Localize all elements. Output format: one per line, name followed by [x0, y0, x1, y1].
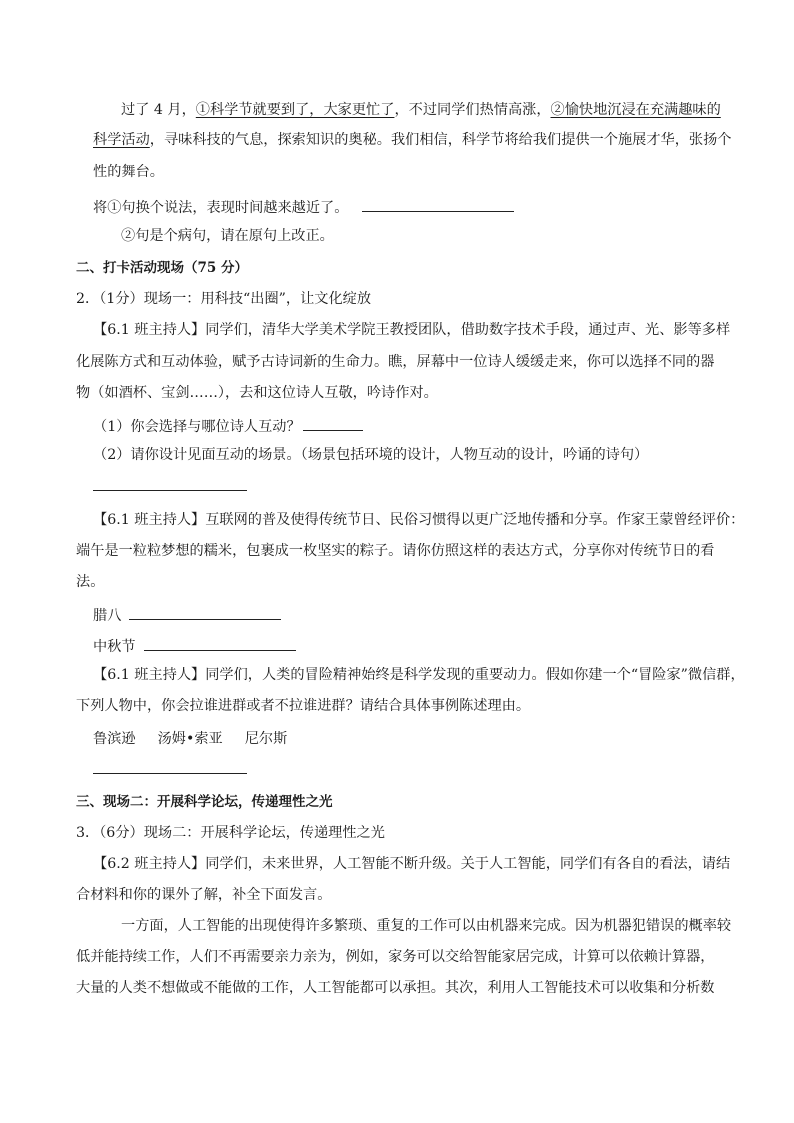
underlined-sentence-1: ①科学节就要到了，大家更忙了 — [195, 102, 395, 118]
essay-line-3: 大量的人类不想做或不能做的工作，人工智能都可以承担。其次，利用人工智能技术可以收集和分析数 — [76, 980, 715, 996]
host-paragraph-1-line-2: 化展陈方式和互动体验，赋予古诗词新的生命力。瞧，屏幕中一位诗人缓缓走来，你可以选择不同的器 — [76, 354, 715, 370]
host-paragraph-4-line-1: 【6.2 班主持人】同学们，未来世界，人工智能不断升级。关于人工智能，同学们有各自的看法，请结 — [93, 856, 731, 872]
passage-text: 过了 4 月， — [121, 102, 196, 118]
underlined-sentence-2-cont: 科学活动 — [93, 132, 150, 148]
question-3-title: 3．（6分）现场二：开展科学论坛，传递理性之光 — [76, 825, 385, 841]
festival-line-2 — [93, 634, 296, 657]
person-name: 汤姆•索亚 — [157, 731, 223, 747]
question-2-title: 2．（1分）现场一：用科技“出圈”，让文化绽放 — [76, 291, 372, 307]
essay-line-1: 一方面，人工智能的出现使得许多繁琐、重复的工作可以由机器来完成。因为机器犯错误的概率较 — [121, 918, 732, 934]
festival-label: 中秋节 — [93, 639, 136, 655]
essay-line-2: 低并能持续工作，人们不再需要亲力亲为，例如，家务可以交给智能家居完成，计算可以依赖计算器， — [76, 949, 715, 965]
person-name: 尼尔斯 — [244, 731, 288, 747]
host-paragraph-1-line-1: 【6.1 班主持人】同学们，清华大学美术学院王教授团队，借助数字技术手段，通过声、光、影等多样 — [93, 322, 731, 338]
answer-blank[interactable] — [129, 603, 281, 620]
passage-line-2 — [93, 130, 731, 150]
festival-line-1 — [93, 603, 281, 626]
passage-text: ，寻味科技的气息，探索知识的奥秘。我们相信，科学节将给我们提供一个施展才华，张扬个 — [149, 132, 732, 148]
answer-blank[interactable] — [362, 195, 514, 212]
host-paragraph-1-line-3: 物（如酒杯、宝剑……），去和这位诗人互敬，吟诗作对。 — [76, 385, 438, 401]
host-paragraph-2-line-3: 法。 — [76, 574, 105, 590]
passage-line-3: 性的舞台。 — [93, 164, 164, 180]
answer-blank[interactable] — [93, 490, 247, 491]
festival-label: 腊八 — [93, 608, 122, 624]
question-rephrase — [93, 195, 514, 218]
section-3-heading: 三、现场二：开展科学论坛，传递理性之光 — [76, 794, 333, 810]
underlined-sentence-2: ②愉快地沉浸在充满趣味的 — [550, 102, 721, 118]
host-paragraph-2-line-2: 端午是一粒粒梦想的糯米，包裹成一枚坚实的粽子。请你仿照这样的表达方式，分享你对传统节日的看 — [76, 543, 715, 559]
passage-text: ，不过同学们热情高涨， — [394, 102, 551, 118]
host-paragraph-3-line-2: 下列人物中，你会拉谁进群或者不拉谁进群？请结合具体事例陈述理由。 — [76, 698, 531, 714]
passage-line-1 — [121, 100, 721, 120]
section-2-heading: 二、打卡活动现场（75 分） — [76, 260, 248, 276]
host-paragraph-2-line-1: 【6.1 班主持人】互联网的普及使得传统节日、民俗习惯得以更广泛地传播和分享。作家王蒙曾经评价： — [93, 512, 745, 528]
people-list — [93, 729, 287, 749]
person-name: 鲁滨逊 — [93, 731, 136, 747]
sub-question-1 — [93, 414, 363, 437]
answer-blank[interactable] — [144, 634, 296, 651]
host-paragraph-3-line-1: 【6.1 班主持人】同学们，人类的冒险精神始终是科学发现的重要动力。假如你建一个“冒险家”微信群， — [93, 667, 745, 683]
host-paragraph-4-line-2: 合材料和你的课外了解，补全下面发言。 — [76, 887, 332, 903]
question-correct: ②句是个病句，请在原句上改正。 — [121, 228, 334, 244]
question-text: 将①句换个说法，表现时间越来越近了。 — [93, 200, 349, 216]
sub-question-2: （2）请你设计见面互动的场景。（场景包括环境的设计，人物互动的设计，吟诵的诗句） — [93, 447, 649, 463]
answer-blank[interactable] — [93, 773, 247, 774]
answer-blank[interactable] — [303, 414, 363, 431]
sub-question-text: （1）你会选择与哪位诗人互动？ — [93, 419, 301, 435]
